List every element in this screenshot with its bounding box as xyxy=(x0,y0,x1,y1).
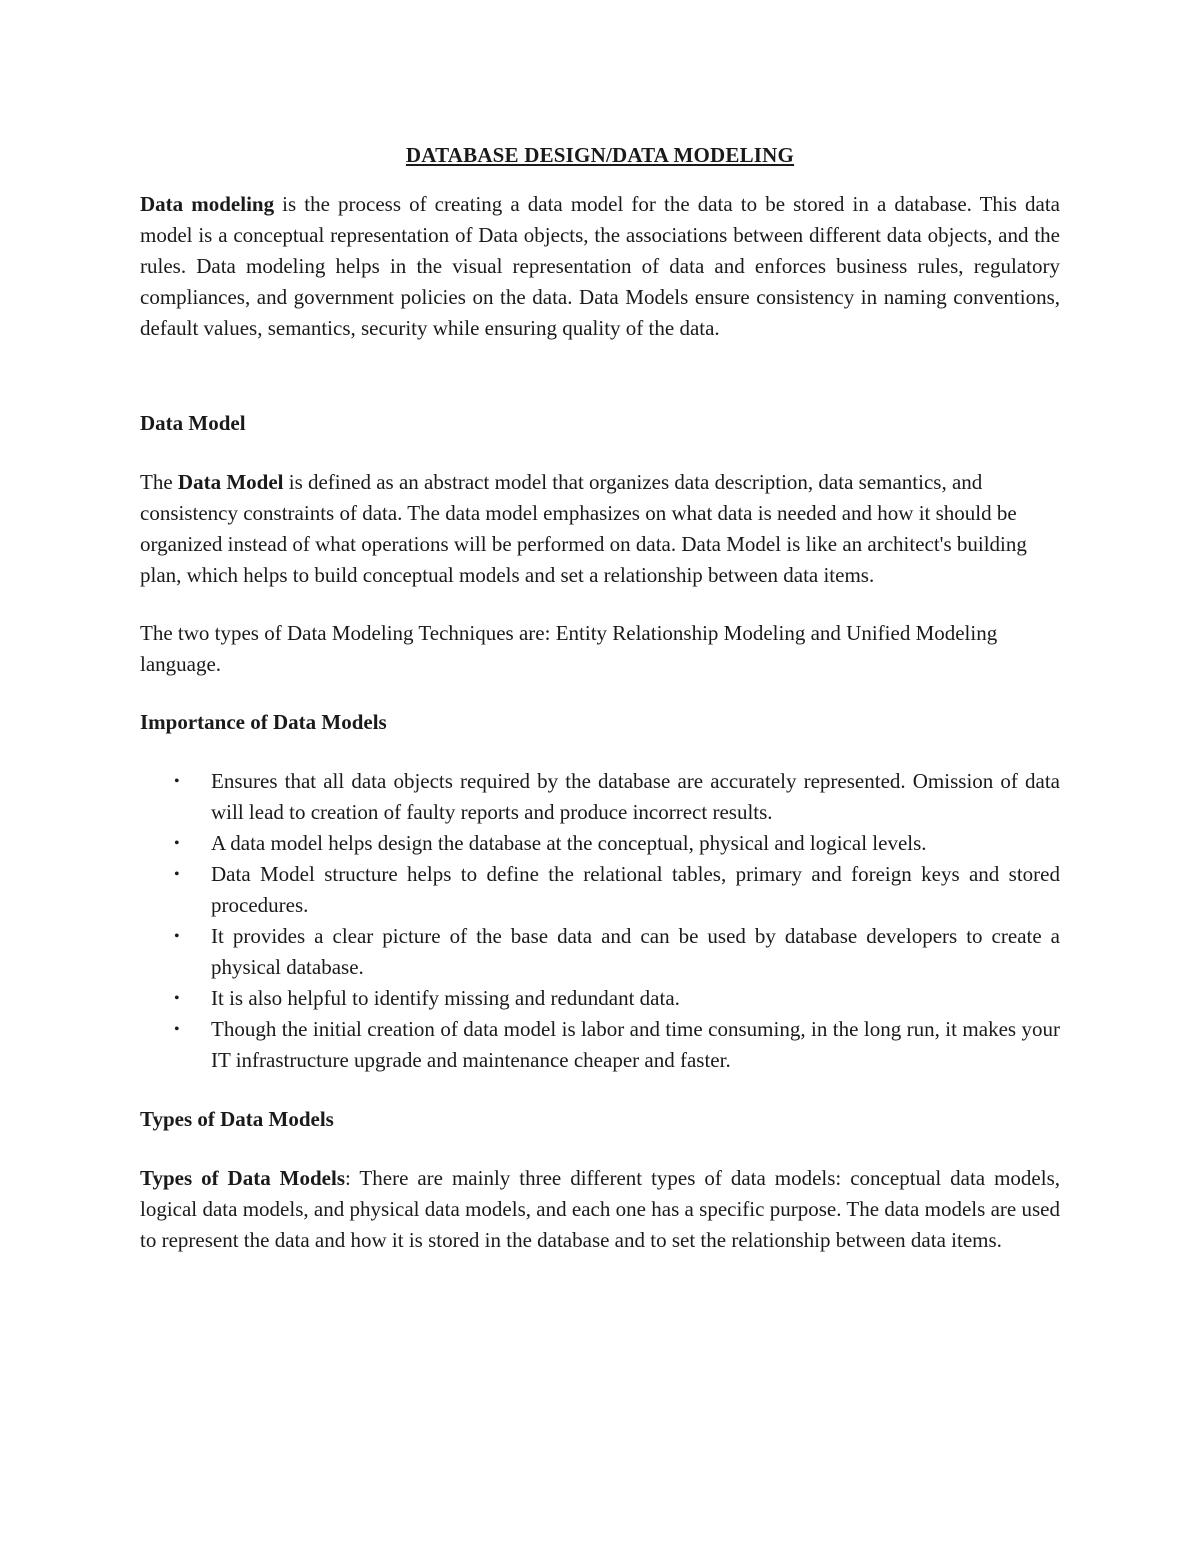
list-item xyxy=(140,1014,1060,1076)
list-item xyxy=(140,921,1060,983)
list-item xyxy=(140,828,1060,859)
importance-list xyxy=(140,766,1060,1076)
data-model-paragraph-2: The two types of Data Modeling Techniques are: Entity Relationship Modeling and Unified Modeling language. xyxy=(140,621,998,676)
list-item-text: A data model helps design the database at the conceptual, physical and logical levels. xyxy=(211,831,927,855)
list-item-text: Ensures that all data objects required by the database are accurately represented. Omission of data will lead to creation of faulty reports and produce incorrect results. xyxy=(211,769,1060,824)
data-model-p1-prefix: The xyxy=(140,470,178,494)
list-item xyxy=(140,983,1060,1014)
intro-bold-lead: Data modeling xyxy=(140,192,275,216)
bullet-icon: • xyxy=(174,773,180,790)
list-item-text: It is also helpful to identify missing and redundant data. xyxy=(211,986,680,1010)
document-title: DATABASE DESIGN/DATA MODELING xyxy=(405,143,795,167)
data-model-p1-text: is defined as an abstract model that organizes data description, data semantics, and consistency constraints of data. The data model emphasizes on what data is needed and how it should be organized instead of what operations will be performed on data. Data Model is like an architect's building plan, which helps to build conceptual models and set a relationship between data items. xyxy=(140,470,1027,587)
bullet-icon: • xyxy=(174,866,180,883)
bullet-icon: • xyxy=(174,835,180,852)
bullet-icon: • xyxy=(174,1021,180,1038)
types-paragraph xyxy=(140,1163,1060,1256)
list-item xyxy=(140,766,1060,828)
types-bold-lead: Types of Data Models xyxy=(140,1166,346,1190)
data-model-paragraph-1 xyxy=(140,467,1060,591)
document-page xyxy=(140,140,1060,1256)
types-heading: Types of Data Models xyxy=(140,1107,334,1131)
list-item-text: Data Model structure helps to define the relational tables, primary and foreign keys and stored procedures. xyxy=(211,862,1060,917)
types-text: : There are mainly three different types of data models: conceptual data models, logical data models, and physical data models, and each one has a specific purpose. The data models are used to represent the data and how it is stored in the database and to set the relationship between data items. xyxy=(140,1166,1061,1252)
list-item-text: It provides a clear picture of the base data and can be used by database developers to create a physical database. xyxy=(211,924,1060,979)
data-model-heading: Data Model xyxy=(140,411,246,435)
list-item-text: Though the initial creation of data model is labor and time consuming, in the long run, it makes your IT infrastructure upgrade and maintenance cheaper and faster. xyxy=(211,1017,1060,1072)
list-item xyxy=(140,859,1060,921)
intro-paragraph xyxy=(140,189,1060,344)
data-model-p1-bold: Data Model xyxy=(177,470,284,494)
bullet-icon: • xyxy=(174,928,180,945)
importance-heading: Importance of Data Models xyxy=(140,710,387,734)
bullet-icon: • xyxy=(174,990,180,1007)
intro-text: is the process of creating a data model for the data to be stored in a database. This data model is a conceptual representation of Data objects, the associations between different data objects, and the rules. Data modeling helps in the visual representation of data and enforces business rules, regulatory compliances, and government policies on the data. Data Models ensure consistency in naming conventions, default values, semantics, security while ensuring quality of the data. xyxy=(140,192,1060,340)
